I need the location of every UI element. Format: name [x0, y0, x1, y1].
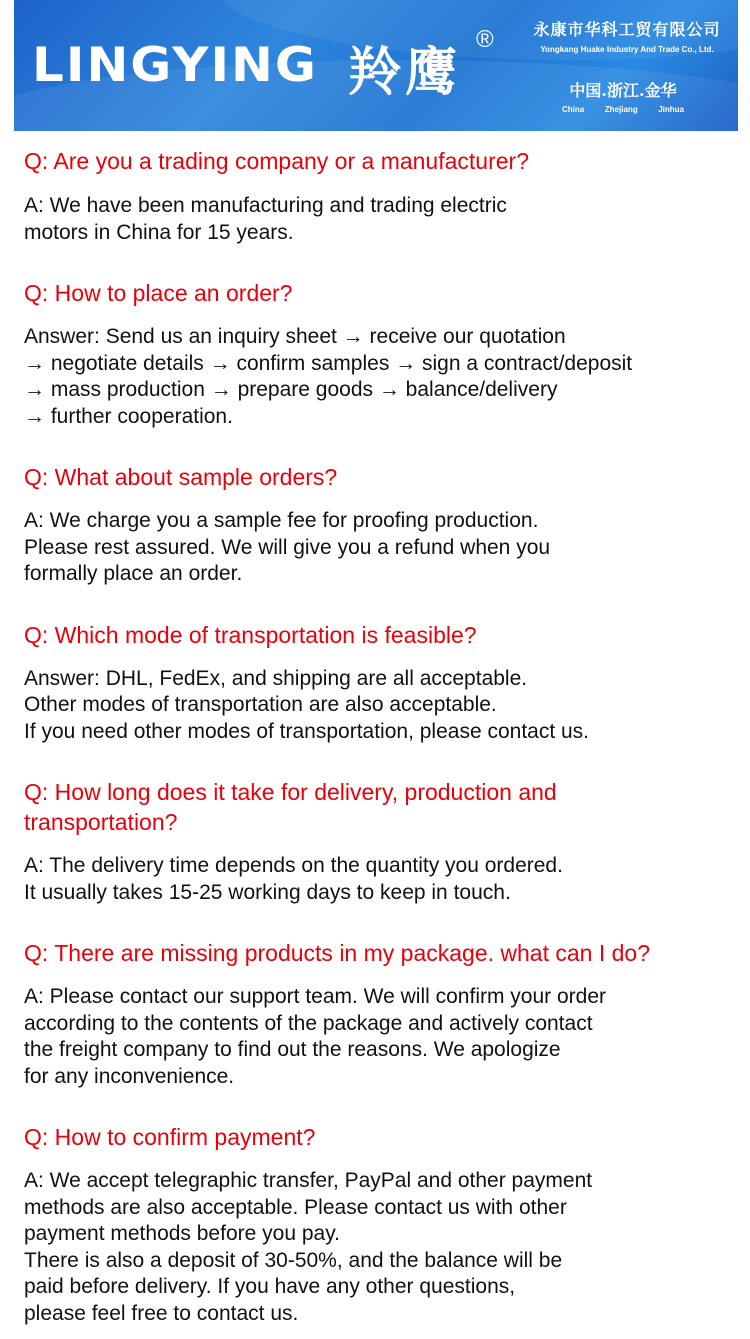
faq-question: Q: Are you a trading company or a manufacturer?	[24, 148, 529, 174]
faq-question: Q: What about sample orders?	[24, 464, 338, 490]
location-province: Zhejiang	[604, 105, 638, 114]
faq-item	[24, 278, 736, 430]
faq-item	[24, 620, 736, 746]
faq-answer: A: We accept telegraphic transfer, PayPal and other payment methods are also acceptable. Please contact us with other payment methods before you pay. There is also a deposit of 30-50%, and the balance will be paid before delivery. If you have any other questions, please feel free to contact us.	[24, 1169, 593, 1325]
faq-answer: A: We have been manufacturing and trading electric motors in China for 15 years.	[24, 194, 507, 244]
location-chinese: 中国.浙江.金华	[569, 81, 677, 100]
header-banner	[14, 0, 738, 131]
brand-logo-text: LINGYING	[32, 37, 318, 93]
faq-item	[24, 146, 736, 246]
faq-answer: Answer: DHL, FedEx, and shipping are all acceptable. Other modes of transportation are also acceptable. If you need other modes of transportation, please contact us.	[24, 666, 590, 743]
company-name-english: Yongkang Huake Industry And Trade Co., Ltd.	[540, 45, 714, 54]
faq-question: Q: Which mode of transportation is feasible?	[24, 621, 477, 648]
faq-question: Q: How to confirm payment?	[24, 1124, 316, 1150]
faq-question: Q: How long does it take for delivery, production and transportation?	[24, 779, 557, 835]
location-city: Jinhua	[658, 105, 684, 114]
faq-question: Q: There are missing products in my package. what can I do?	[24, 940, 650, 966]
faq-answer: Answer: Send us an inquiry sheet → receive our quotation → negotiate details → confirm samples → sign a contract/deposit → mass production → prepare goods → balance/delivery → further cooperation.	[24, 325, 633, 428]
faq-answer: A: Please contact our support team. We will confirm your order according to the contents of the package and actively contact the freight company to find out the reasons. We apologize for any inconvenience.	[24, 985, 607, 1088]
faq-item	[24, 1122, 736, 1327]
faq-item	[24, 462, 736, 588]
faq-item	[24, 938, 736, 1090]
faq-list	[24, 146, 736, 1327]
location-country: China	[562, 105, 585, 114]
faq-answer: A: We charge you a sample fee for proofing production. Please rest assured. We will give you a refund when you formally place an order.	[24, 509, 551, 585]
registered-trademark-icon: ®	[476, 26, 494, 53]
location-english	[562, 105, 684, 114]
faq-question: Q: How to place an order?	[24, 280, 293, 306]
brand-logo-chinese: 羚鹰	[349, 42, 462, 103]
faq-item	[24, 777, 736, 906]
faq-answer: A: The delivery time depends on the quantity you ordered. It usually takes 15-25 working days to keep in touch.	[24, 854, 563, 904]
company-name-chinese: 永康市华科工贸有限公司	[533, 20, 721, 39]
